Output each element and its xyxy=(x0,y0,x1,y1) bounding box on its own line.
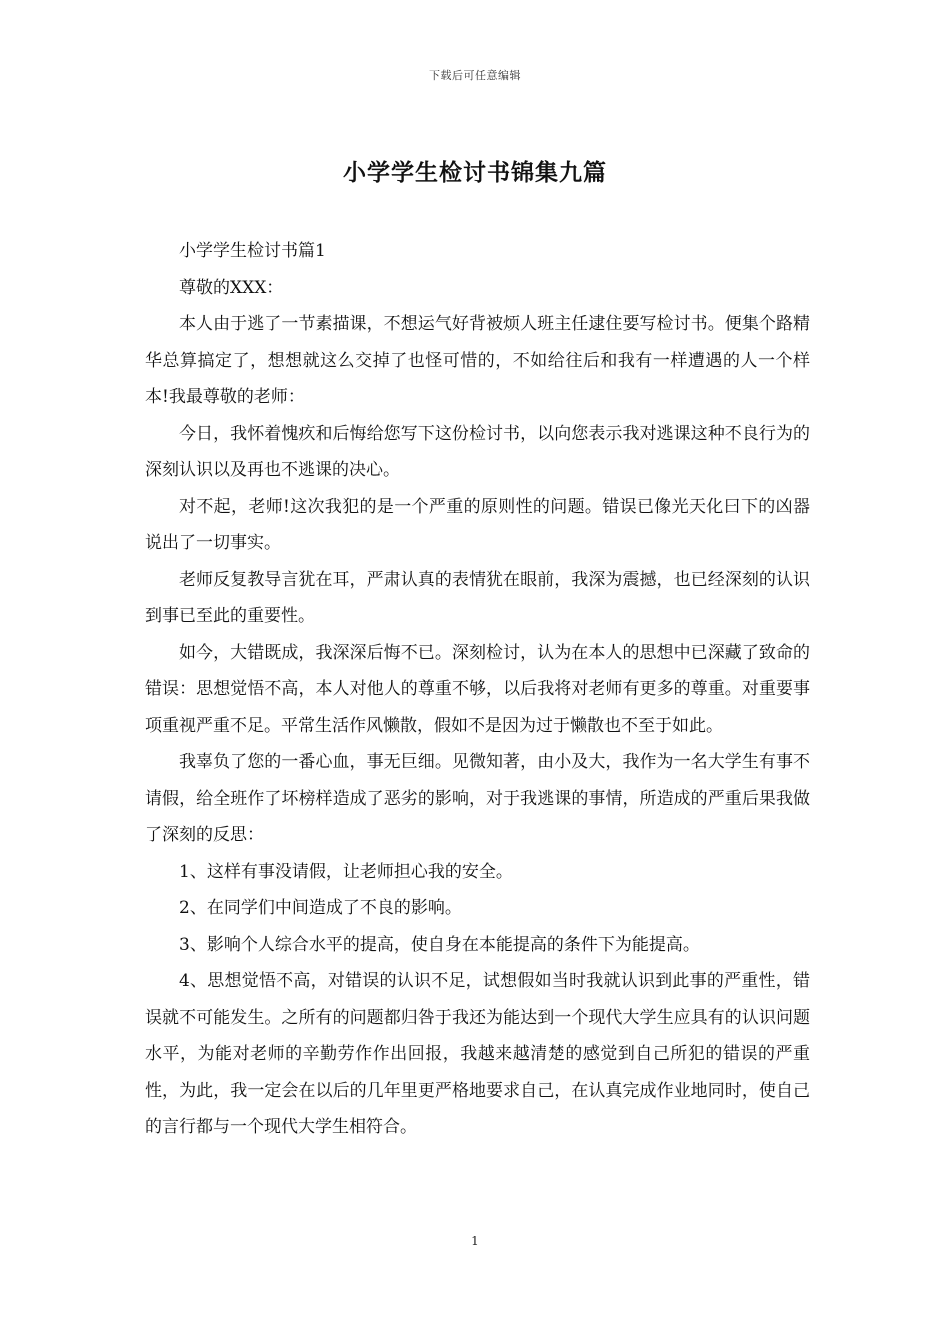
paragraph: 本人由于逃了一节素描课，不想运气好背被烦人班主任逮住要写检讨书。便集个路精华总算搞定了，想想就这么交掉了也怪可惜的，不如给往后和我有一样遭遇的人一个样本!我最尊敬的老师： xyxy=(145,314,810,407)
paragraph: 老师反复教导言犹在耳，严肃认真的表情犹在眼前，我深为震撼，也已经深刻的认识到事已至此的重要性。 xyxy=(145,569,810,626)
list-item: 3、影响个人综合水平的提高，使自身在本能提高的条件下为能提高。 xyxy=(179,934,700,955)
salutation: 尊敬的XXX： xyxy=(179,277,284,298)
paragraph: 今日，我怀着愧疚和后悔给您写下这份检讨书，以向您表示我对逃课这种不良行为的深刻认识以及再也不逃课的决心。 xyxy=(145,423,810,480)
document-title: 小学学生检讨书锦集九篇 xyxy=(343,159,607,186)
paragraph: 对不起，老师!这次我犯的是一个严重的原则性的问题。错误已像光天化曰下的凶器说出了一切事实。 xyxy=(145,496,810,553)
list-item: 2、在同学们中间造成了不良的影响。 xyxy=(179,898,462,918)
list-item: 1、这样有事没请假，让老师担心我的安全。 xyxy=(179,861,513,882)
document-body xyxy=(145,233,810,1146)
section-heading: 小学学生检讨书篇1 xyxy=(179,241,326,261)
header-note: 下载后可任意编辑 xyxy=(429,69,521,82)
list-item: 4、思想觉悟不高，对错误的认识不足，试想假如当时我就认识到此事的严重性，错误就不可能发生。之所有的问题都归咎于我还为能达到一个现代大学生应具有的认识问题水平，为能对老师的辛勤劳作作出回报，我越来越清楚的感觉到自己所犯的错误的严重性，为此，我一定会在以后的几年里更严格地要求自己，在认真完成作业地同时，使自己的言行都与一个现代大学生相符合。 xyxy=(145,971,810,1137)
paragraph: 我辜负了您的一番心血，事无巨细。见微知著，由小及大，我作为一名大学生有事不请假，给全班作了坏榜样造成了恶劣的影响，对于我逃课的事情，所造成的严重后果我做了深刻的反思： xyxy=(145,752,810,845)
page-number: 1 xyxy=(471,1234,479,1248)
paragraph: 如今，大错既成，我深深后悔不已。深刻检讨，认为在本人的思想中已深藏了致命的错误：思想觉悟不高，本人对他人的尊重不够，以后我将对老师有更多的尊重。对重要事项重视严重不足。平常生活作风懒散，假如不是因为过于懒散也不至于如此。 xyxy=(145,642,810,736)
